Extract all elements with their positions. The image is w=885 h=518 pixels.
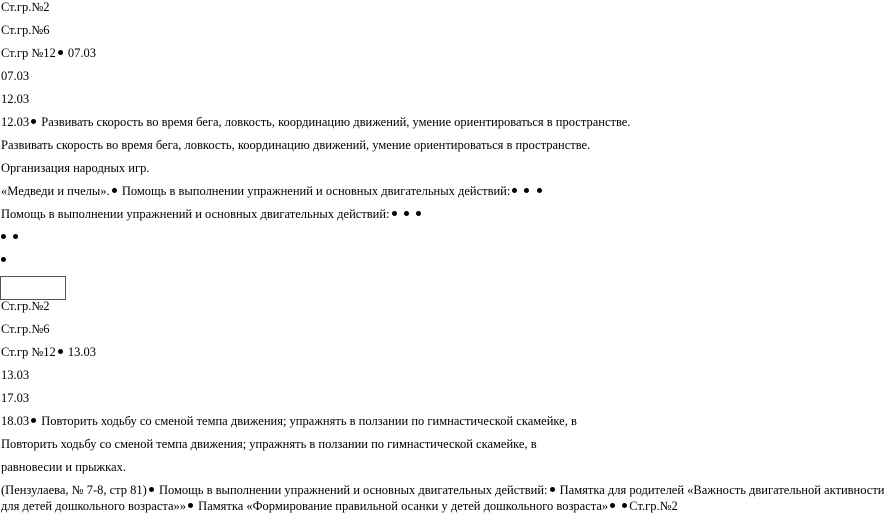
- game-help-line: [1, 184, 544, 199]
- goal-text: Развивать скорость во время бега, ловкость, координацию движений, умение ориентироваться в пространстве.: [1, 138, 591, 152]
- bullet-icon: [188, 503, 193, 508]
- source-help-line: [1, 483, 885, 498]
- date-label: 12.03: [1, 115, 30, 129]
- bullet-icon: [392, 211, 397, 216]
- date-label: 17.03: [1, 391, 30, 405]
- bullet-icon: [622, 503, 627, 508]
- bullet-icon: [550, 487, 555, 492]
- help-text: Помощь в выполнении упражнений и основных двигательных действий:: [121, 184, 511, 198]
- date-label: 13.03: [1, 368, 30, 382]
- bullet-icon: [58, 349, 63, 354]
- bullet-icon: [31, 119, 36, 124]
- group-12-line: [1, 46, 96, 61]
- empty-frame: [0, 276, 66, 300]
- bullet-icon: [537, 188, 542, 193]
- games-text: Организация народных игр.: [1, 161, 150, 175]
- date-goal-line: [1, 115, 630, 130]
- bullet-icon: [416, 211, 421, 216]
- memo-text: Памятка «Формирование правильной осанки у детей дошкольного возраста»: [198, 499, 609, 513]
- bullet-icon: [524, 188, 529, 193]
- date-label: 18.03: [1, 414, 30, 428]
- bullet-icon: [13, 234, 18, 239]
- date-label: 12.03: [1, 92, 30, 106]
- source-text: (Пензулаева, № 7-8, стр 81): [1, 483, 147, 497]
- memo-line: [1, 499, 678, 514]
- goal-text: Развивать скорость во время бега, ловкость, координацию движений, умение ориентироваться в пространстве.: [41, 115, 631, 129]
- bullets-line: [1, 253, 8, 268]
- game-name: «Медведи и пчелы».: [1, 184, 110, 198]
- bullet-icon: [149, 487, 154, 492]
- date-goal-line: [1, 414, 577, 429]
- bullet-icon: [512, 188, 517, 193]
- help-line: [1, 207, 423, 222]
- group-2-label: Ст.гр.№2: [1, 299, 50, 313]
- goal-text: Повторить ходьбу со сменой темпа движения; упражнять в ползании по гимнастической скамейке, в: [1, 437, 537, 451]
- bullet-icon: [58, 50, 63, 55]
- memo-text-continued: для детей дошкольного возраста»»: [1, 499, 187, 513]
- date-label: 07.03: [67, 46, 96, 60]
- group-2-label: Ст.гр.№2: [629, 499, 678, 513]
- bullet-icon: [1, 234, 6, 239]
- group-12-line: [1, 345, 96, 360]
- bullet-icon: [31, 418, 36, 423]
- help-text: Помощь в выполнении упражнений и основных двигательных действий:: [158, 483, 548, 497]
- bullet-icon: [1, 257, 6, 262]
- bullet-icon: [404, 211, 409, 216]
- group-12-label: Ст.гр №12: [1, 46, 56, 60]
- goal-text-continued: равновесии и прыжках.: [1, 460, 126, 474]
- help-text: Помощь в выполнении упражнений и основных двигательных действий:: [1, 207, 390, 221]
- group-6-label: Ст.гр.№6: [1, 322, 50, 336]
- group-6-label: Ст.гр.№6: [1, 23, 50, 37]
- date-label: 07.03: [1, 69, 30, 83]
- bullets-line: [1, 230, 20, 245]
- group-2-label: Ст.гр.№2: [1, 0, 50, 14]
- bullet-icon: [112, 188, 117, 193]
- group-12-label: Ст.гр №12: [1, 345, 56, 359]
- bullet-icon: [610, 503, 615, 508]
- date-label: 13.03: [67, 345, 96, 359]
- goal-text: Повторить ходьбу со сменой темпа движения; упражнять в ползании по гимнастической скамейке, в: [41, 414, 577, 428]
- memo-text: Памятка для родителей «Важность двигательной активности: [559, 483, 885, 497]
